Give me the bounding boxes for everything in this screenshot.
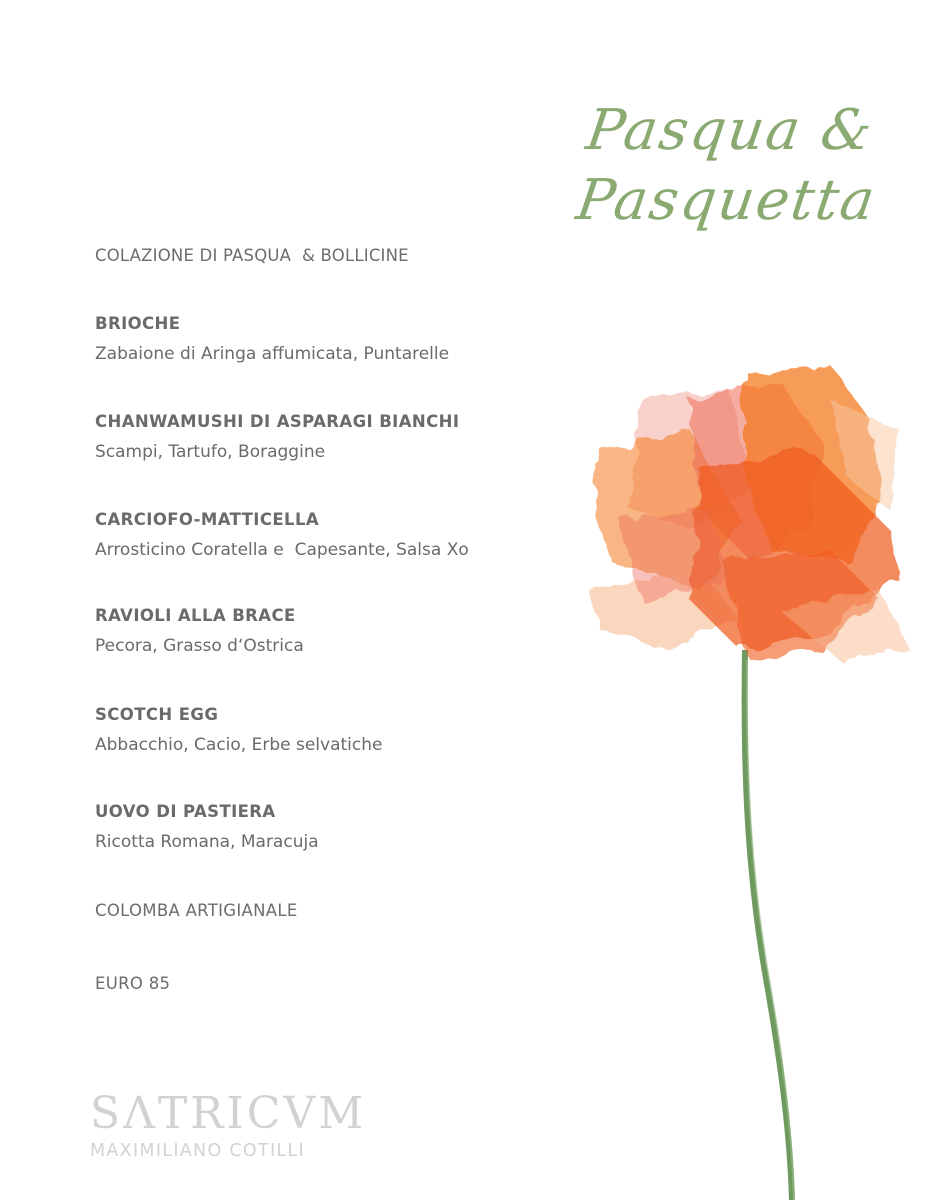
- course-description: Arrosticino Coratella e Capesante, Salsa Xo: [95, 540, 469, 560]
- chef-name: MAXIMILIANO COTILLI: [90, 1141, 305, 1161]
- course-name: CHANWAMUSHI DI ASPARAGI BIANCHI: [95, 412, 460, 431]
- course-description: Scampi, Tartufo, Boraggine: [95, 442, 326, 462]
- course-item: [95, 508, 575, 562]
- course-item: [95, 312, 575, 366]
- course-name: RAVIOLI ALLA BRACE: [95, 606, 296, 625]
- course-description: Ricotta Romana, Maracuja: [95, 832, 319, 852]
- brand-name: SΛTRICVM: [90, 1088, 367, 1139]
- menu-list: [95, 244, 575, 993]
- course-description: Zabaione di Aringa affumicata, Puntarelle: [95, 344, 450, 364]
- course-item: [95, 703, 575, 757]
- course-name: CARCIOFO-MATTICELLA: [95, 510, 320, 529]
- course-name: SCOTCH EGG: [95, 705, 219, 724]
- course-description: Abbacchio, Cacio, Erbe selvatiche: [95, 735, 383, 755]
- title-line-1: Pasqua &: [582, 98, 878, 163]
- course-item: [95, 604, 575, 658]
- dessert-item: COLOMBA ARTIGIANALE: [95, 901, 298, 920]
- course-description: Pecora, Grasso d‘Ostrica: [95, 636, 304, 656]
- course-name: BRIOCHE: [95, 314, 181, 333]
- menu-price: EURO 85: [95, 974, 171, 993]
- course-name: UOVO DI PASTIERA: [95, 802, 276, 821]
- restaurant-logo: [90, 1090, 366, 1162]
- menu-intro: COLAZIONE DI PASQUA & BOLLICINE: [95, 246, 409, 265]
- course-item: [95, 410, 575, 464]
- stem-icon: [745, 650, 792, 1200]
- menu-title: [572, 96, 892, 236]
- course-item: [95, 800, 575, 854]
- title-line-2: Pasquetta: [572, 168, 881, 233]
- poppy-flower-illustration: [580, 360, 927, 1200]
